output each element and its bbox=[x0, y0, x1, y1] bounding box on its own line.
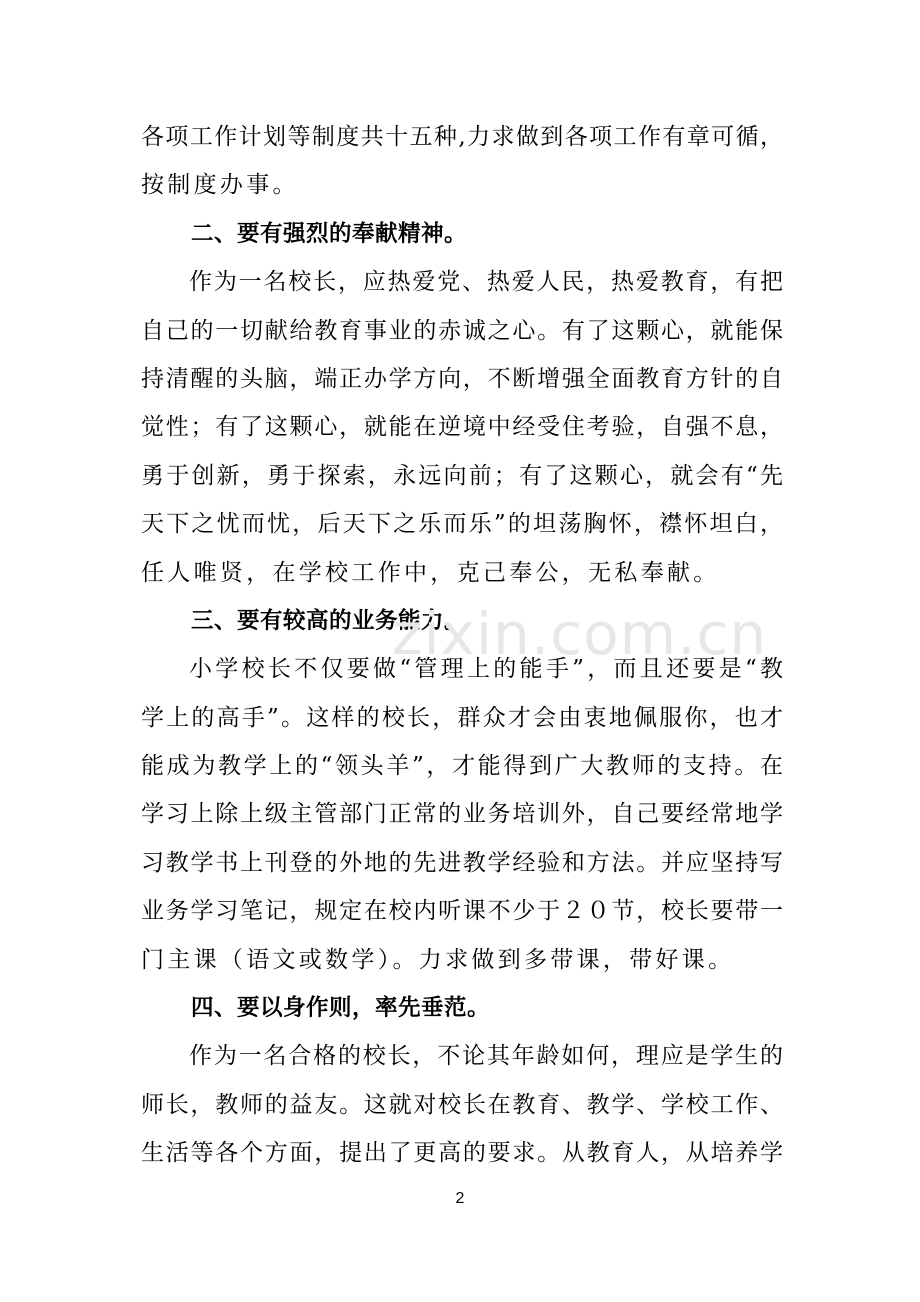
paragraph-line: 门主课（语文或数学）。力求做到多带课，带好课。 bbox=[141, 946, 735, 973]
paragraph-line: 各项工作计划等制度共十五种,力求做到各项工作有章可循， bbox=[141, 124, 783, 150]
section-heading: 三、要有较高的业务能力。 bbox=[191, 607, 468, 634]
paragraph-line: 学上的高手”。这样的校长，群众才会由衷地佩服你，也才 bbox=[141, 704, 783, 731]
watermark: zixin.com.cn bbox=[392, 600, 768, 668]
paragraph-line: 天下之忧而忧，后天下之乐而乐”的坦荡胸怀，襟怀坦白， bbox=[141, 511, 783, 538]
page-number: 2 bbox=[455, 1190, 465, 1207]
paragraph-line: 按制度办事。 bbox=[141, 172, 299, 199]
paragraph-line: 勇于创新，勇于探索，永远向前；有了这颗心，就会有“先 bbox=[141, 462, 783, 489]
paragraph-line: 觉性；有了这颗心，就能在逆境中经受住考验，自强不息， bbox=[141, 414, 783, 441]
paragraph-first-line: 作为一名合格的校长，不论其年龄如何，理应是学生的 bbox=[189, 1043, 783, 1070]
paragraph-line: 师长，教师的益友。这就对校长在教育、教学、学校工作、 bbox=[141, 1091, 783, 1118]
paragraph-line: 能成为教学上的“领头羊”，才能得到广大教师的支持。在 bbox=[141, 753, 783, 780]
section-heading: 四、要以身作则，率先垂范。 bbox=[191, 995, 491, 1022]
section-heading: 二、要有强烈的奉献精神。 bbox=[191, 220, 468, 247]
paragraph-line: 学习上除上级主管部门正常的业务培训外，自己要经常地学 bbox=[141, 801, 783, 828]
paragraph-line: 任人唯贤，在学校工作中，克己奉公，无私奉献。 bbox=[141, 559, 720, 586]
paragraph-line: 业务学习笔记，规定在校内听课不少于２０节，校长要带一 bbox=[141, 898, 783, 925]
paragraph-line: 持清醒的头脑，端正办学方向，不断增强全面教育方针的自 bbox=[141, 365, 783, 392]
paragraph-line: 习教学书上刊登的外地的先进教学经验和方法。并应坚持写 bbox=[141, 849, 783, 876]
paragraph-line: 自己的一切献给教育事业的赤诚之心。有了这颗心，就能保 bbox=[141, 317, 783, 344]
paragraph-line: 生活等各个方面，提出了更高的要求。从教育人，从培养学 bbox=[141, 1140, 783, 1167]
paragraph-first-line: 作为一名校长，应热爱党、热爱人民，热爱教育，有把 bbox=[189, 269, 783, 296]
document-body bbox=[141, 113, 783, 1178]
paragraph-first-line: 小学校长不仅要做“管理上的能手”，而且还要是“教 bbox=[189, 656, 783, 683]
